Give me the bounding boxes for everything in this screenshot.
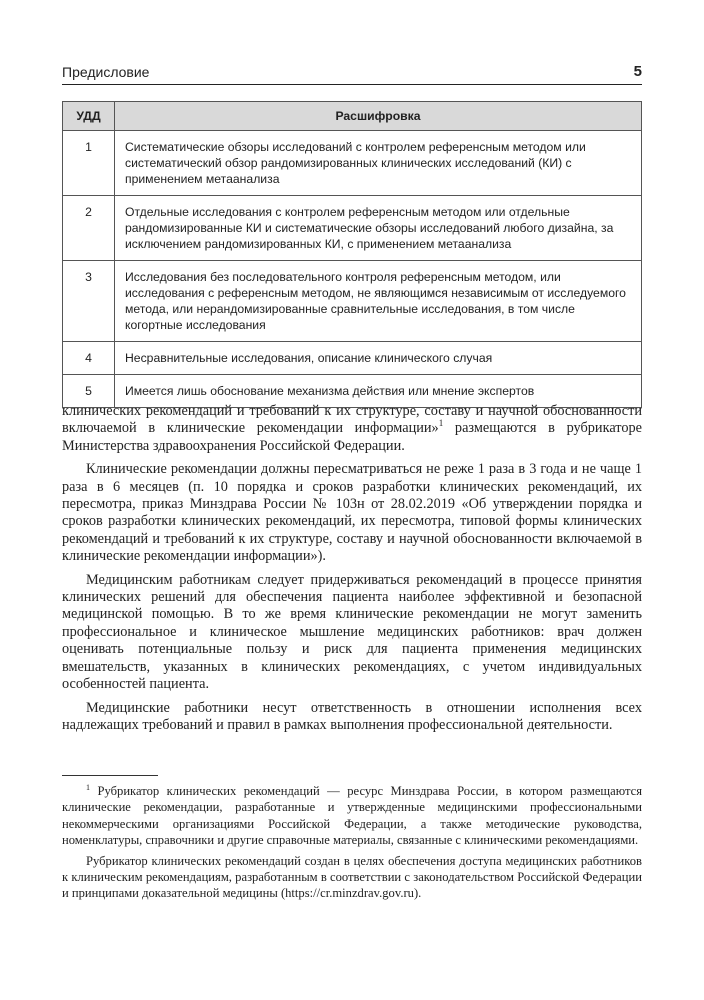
table-row bbox=[63, 196, 642, 261]
footnotes bbox=[62, 783, 642, 902]
udd-level: 1 bbox=[63, 131, 115, 196]
udd-level: 5 bbox=[63, 375, 115, 408]
udd-description: Систематические обзоры исследований с контролем референсным методом или систематический обзор рандомизированных клинических исследований (КИ) с применением метаанализа bbox=[115, 131, 642, 196]
udd-level: 3 bbox=[63, 261, 115, 342]
paragraph-continuation bbox=[62, 403, 642, 455]
footnote-rule bbox=[62, 775, 158, 776]
column-header-udd: УДД bbox=[63, 102, 115, 131]
udd-level: 4 bbox=[63, 342, 115, 375]
paragraph-review-frequency: Клинические рекомендации должны пересматриваться не реже 1 раза в 3 года и не чаще 1 раза в 6 месяцев (п. 10 порядка и сроков разработки клинических рекомендаций, их пересмотра, приказ Минздрава России № 103н от 28.02.2019 «Об утверждении порядка и сроков разработки клинических рекомендаций, их пересмотра, типовой формы клинических рекомендаций и требований к их структуре, составу и научной обоснованности включаемой в клинические рекомендации информации»). bbox=[62, 461, 642, 565]
paragraph-1-tail: размещаются в рубрикаторе Министерства здравоохранения Российской Федерации. bbox=[62, 420, 642, 454]
footnote-ref: 1 bbox=[438, 418, 444, 429]
udd-description: Имеется лишь обоснование механизма действия или мнение экспертов bbox=[115, 375, 642, 408]
paragraph-recommendations-use: Медицинским работникам следует придерживаться рекомендаций в процессе принятия клинических решений для обеспечения пациента наиболее эффективной и безопасной медицинской помощью. В то же время клинические рекомендации не могут заменить профессиональное и клиническое мышление медицинских работников: врач должен оценивать потенциальные пользу и риск для пациента применения медицинских вмешательств, указанных в клинических рекомендациях, с учетом индивидуальных особенностей пациента. bbox=[62, 571, 642, 693]
paragraph-responsibility: Медицинские работники несут ответственность в отношении исполнения всех надлежащих требований и правил в рамках выполнения профессиональной деятельности. bbox=[62, 699, 642, 733]
table-row bbox=[63, 261, 642, 342]
udd-description: Отдельные исследования с контролем референсным методом или отдельные рандомизированные КИ и систематические обзоры исследований любого дизайна, за исключением рандомизированных КИ, с применением метаанализа bbox=[115, 196, 642, 261]
page-number: 5 bbox=[633, 63, 642, 80]
footnote-1-continuation: Рубрикатор клинических рекомендаций создан в целях обеспечения доступа медицинских работников к клиническим рекомендациям, разработанным в соответствии с законодательством Российской Федерации и принципами доказательной медицины (https://cr.minzdrav.gov.ru). bbox=[62, 853, 642, 901]
udd-table bbox=[62, 101, 642, 408]
header-rule bbox=[62, 84, 642, 85]
udd-level: 2 bbox=[63, 196, 115, 261]
footnote-1 bbox=[62, 783, 642, 849]
table-row bbox=[63, 342, 642, 375]
footnote-marker: 1 bbox=[86, 782, 90, 792]
running-header bbox=[62, 58, 642, 80]
section-title: Предисловие bbox=[62, 64, 150, 80]
udd-description: Исследования без последовательного контроля референсным методом, или исследования с референсным методом, не являющимся независимым от исследуемого метода, или нерандомизированные сравнительные исследования, в том числе когортные исследования bbox=[115, 261, 642, 342]
column-header-decoding: Расшифровка bbox=[115, 102, 642, 131]
table-header-row bbox=[63, 102, 642, 131]
table-row bbox=[63, 131, 642, 196]
paragraph-1-text: клинических рекомендаций и требований к их структуре, составу и научной обоснованности включаемой в клинические рекомендации информации» bbox=[62, 403, 642, 437]
footnote-1-text: Рубрикатор клинических рекомендаций — ресурс Минздрава России, в котором размещаются клинические рекомендации, разработанные и утвержденные медицинскими профессиональными некоммерческими организациями Российской Федерации, а также методические руководства, номенклатуры, справочники и другие справочные материалы, связанные с клиническими рекомендациями. bbox=[62, 784, 642, 848]
udd-description: Несравнительные исследования, описание клинического случая bbox=[115, 342, 642, 375]
body-text bbox=[62, 403, 642, 734]
